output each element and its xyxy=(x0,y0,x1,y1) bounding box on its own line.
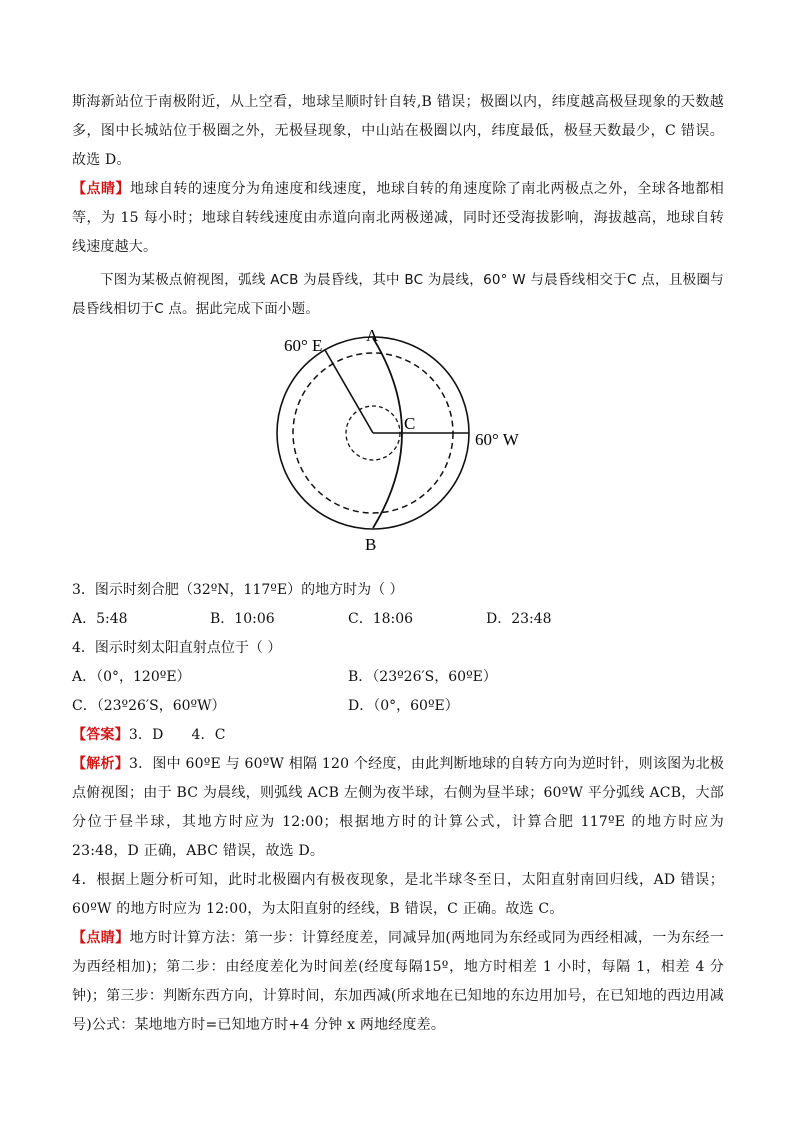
q4-option-d: D．（0°，60ºE） xyxy=(348,698,459,714)
answer-line xyxy=(72,721,724,750)
label-c: C xyxy=(404,414,416,433)
q3-option-c: C．18:06 xyxy=(348,611,414,627)
paragraph-continued: 斯海新站位于南极附近，从上空看，地球呈顺时针自转,B 错误；极圈以内，纬度越高极昼现象的天数越多，图中长城站位于极圈之外，无极昼现象，中山站在极圈以内，纬度最低，极昼天数最少，C 错误。故选 D。 xyxy=(72,94,724,168)
figure-intro: 下图为某极点俯视图，弧线 ACB 为晨昏线，其中 BC 为晨线，60° W 与晨昏线相交于C 点，且极圈与晨昏线相切于C 点。据此完成下面小题。 xyxy=(72,272,724,317)
answer-text: 3．D 4．C xyxy=(128,727,226,743)
document-page xyxy=(72,88,724,1040)
tip2-text: 地方时计算方法：第一步：计算经度差，同减异加(两地同为东经或同为西经相减，一为东经一为西经相加)；第二步：由经度差化为时间差(经度每隔15º，地方时相差 1 小时，每隔 1，相差 4 分钟)；第三步：判断东西方向，计算时间，东加西减(所求地在已知地的东边用加号，在已知地的西边用减号)公式：某地地方时=已知地方时+4 分钟 x 两地经度差。 xyxy=(72,930,724,1033)
q4-option-b: B．（23º26′S，60ºE） xyxy=(348,669,497,685)
question-4-options-row1 xyxy=(72,663,724,692)
analysis-q3 xyxy=(72,750,724,866)
question-4-stem: 4．图示时刻太阳直射点位于（ ） xyxy=(72,640,282,656)
tip-text: 地球自转的速度分为角速度和线速度，地球自转的角速度除了南北两极点之外，全球各地都相等，为 15 每小时；地球自转线速度由赤道向南北两极递减，同时还受海拔影响，海拔越高，地球自转线速度越大。 xyxy=(72,181,724,255)
analysis-q4: 4．根据上题分析可知，此时北极圈内有极夜现象，是北半球冬至日，太阳直射南回归线，AD 错误；60ºW 的地方时应为 12:00，为太阳直射的经线，B 错误，C 正确。故选 C。 xyxy=(72,872,724,917)
q3-option-a: A．5:48 xyxy=(72,611,128,627)
label-b: B xyxy=(365,535,377,554)
question-4-options-row2 xyxy=(72,692,724,721)
tip-paragraph xyxy=(72,175,724,262)
polar-view-figure xyxy=(72,328,724,576)
label-a: A xyxy=(366,328,379,345)
answer-tag: 【答案】 xyxy=(72,727,129,743)
q3-option-b: B．10:06 xyxy=(210,611,275,627)
tip-tag: 【点睛】 xyxy=(72,181,130,197)
label-60e: 60° E xyxy=(284,336,323,355)
tip2-paragraph xyxy=(72,924,724,1040)
q4-option-c: C．（23º26′S，60ºW） xyxy=(72,698,226,714)
polar-diagram xyxy=(72,328,724,576)
question-3-stem: 3．图示时刻合肥（32ºN，117ºE）的地方时为（ ） xyxy=(72,582,404,598)
q4-option-a: A．（0°，120ºE） xyxy=(72,669,191,685)
tip2-tag: 【点睛】 xyxy=(72,930,130,946)
label-60w: 60° W xyxy=(475,430,519,449)
question-3-options xyxy=(72,605,724,634)
analysis-q3-text: 3．图中 60ºE 与 60ºW 相隔 120 个经度，由此判断地球的自转方向为逆时针，则该图为北极点俯视图；由于 BC 为晨线，则弧线 ACB 左侧为夜半球，右侧为昼半球；60ºW 平分弧线 ACB，大部分位于昼半球，其地方时应为 12:00；根据地方时的计算公式，计算合肥 117ºE 的地方时应为 23:48，D 正确，ABC 错误，故选 D。 xyxy=(72,756,725,859)
analysis-tag: 【解析】 xyxy=(72,756,129,772)
q3-option-d: D．23:48 xyxy=(486,611,552,627)
meridian-60e xyxy=(325,350,373,433)
